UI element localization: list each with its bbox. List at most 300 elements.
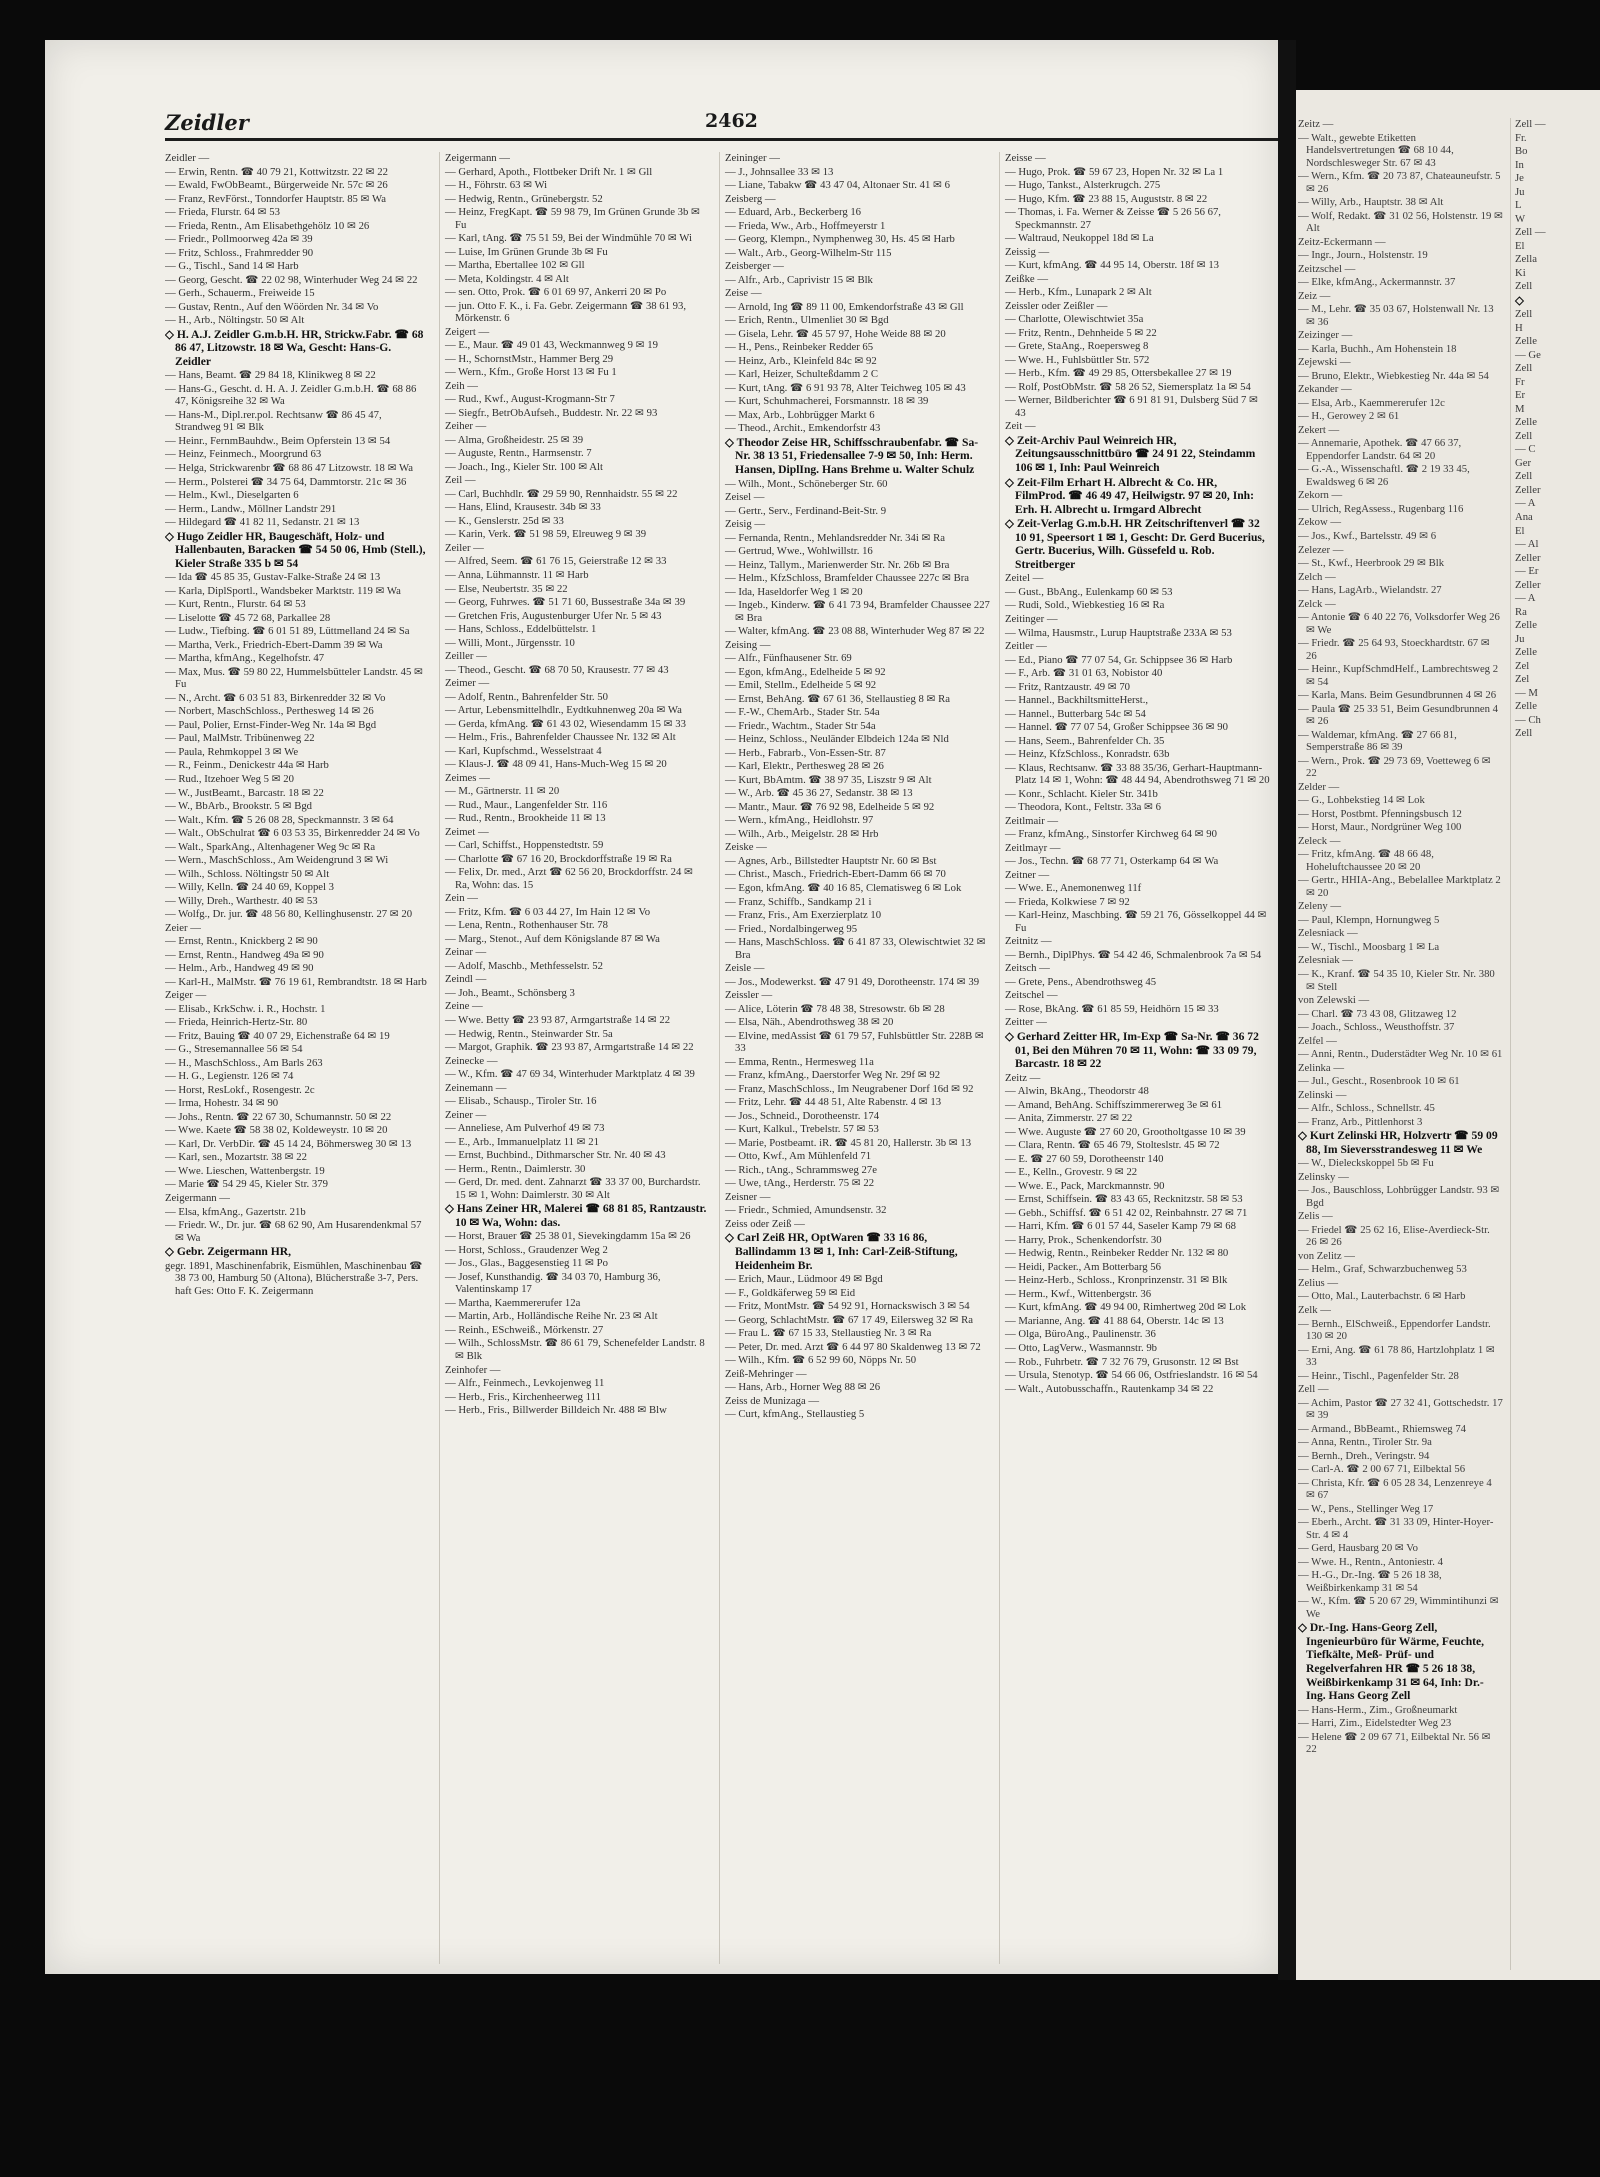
directory-entry: — Karla, DiplSportl., Wandsbeker Marktstr. 119 ✉ Wa <box>165 584 401 597</box>
directory-entry: — W., Arb. ☎ 45 36 27, Sedanstr. 38 ✉ 13 <box>725 787 913 800</box>
directory-entry: — Willy, Kelln. ☎ 24 40 69, Koppel 3 <box>165 881 335 894</box>
directory-entry: — Waltraud, Neukoppel 18d ✉ La <box>1005 232 1154 245</box>
surname-heading: Zelfel — <box>1298 1034 1337 1047</box>
surname-heading: Ger <box>1515 456 1532 469</box>
surname-heading: Zeiher — <box>445 420 487 433</box>
directory-entry: — Max, Arb., Lohbrügger Markt 6 <box>725 408 875 421</box>
directory-entry: — F., Goldkäferweg 59 ✉ Eid <box>725 1286 856 1299</box>
surname-heading: Zeiss de Munizaga — <box>725 1394 820 1407</box>
directory-entry: — Fritz, Kfm. ☎ 6 03 44 27, Im Hain 12 ✉ Vo <box>445 905 651 918</box>
directory-entry: — Helene ☎ 2 09 67 71, Eilbektal Nr. 56 ✉ 22 <box>1298 1730 1491 1756</box>
directory-entry: — Wwe. E., Anemonenweg 11f <box>1005 882 1142 895</box>
surname-heading: Zeller <box>1515 578 1541 591</box>
directory-entry: — Irma, Hohestr. 34 ✉ 90 <box>165 1097 279 1110</box>
directory-entry: — Alfr., Fünfhausener Str. 69 <box>725 652 852 665</box>
directory-entry: — Franz, MaschSchloss., Im Neugrabener Dorf 16d ✉ 92 <box>725 1082 974 1095</box>
surname-heading: Zelder — <box>1298 780 1340 793</box>
directory-entry: — Jos., Schneid., Dorotheenstr. 174 <box>725 1109 880 1122</box>
directory-entry: — Gust., BbAng., Eulenkamp 60 ✉ 53 <box>1005 585 1173 598</box>
directory-entry: — Marianne, Ang. ☎ 41 88 64, Oberstr. 14c ✉ 13 <box>1005 1314 1224 1327</box>
directory-entry: — Heinz-Herb., Schloss., Kronprinzenstr. 31 ✉ Blk <box>1005 1274 1228 1287</box>
directory-entry: — Georg, Fuhrwes. ☎ 51 71 60, Bussestraße 34a ✉ 39 <box>445 596 686 609</box>
directory-entry: — Jos., Bauschloss, Lohbrügger Landstr. 93 ✉ Bgd <box>1298 1184 1500 1209</box>
firm-entry: ◇ Zeit-Archiv Paul Weinreich HR, Zeitungsausschnittbüro ☎ 24 91 22, Steindamm 106 ✉ 1, Inh: Paul Weinreich <box>1005 433 1256 474</box>
directory-entry: — Werner, Bildberichter ☎ 6 91 81 91, Dulsberg Süd 7 ✉ 43 <box>1005 394 1259 419</box>
directory-entry: — Herb., Fris., Billwerder Billdeich Nr. 488 ✉ Blw <box>445 1404 667 1417</box>
directory-entry: — Walt., ObSchulrat ☎ 6 03 53 35, Birkenredder 24 ✉ Vo <box>165 827 420 840</box>
directory-entry: — Wwe. E., Pack, Marckmannstr. 90 <box>1005 1179 1165 1192</box>
directory-entry: — Kurt, BbAmtm. ☎ 38 97 35, Liszstr 9 ✉ Alt <box>725 773 932 786</box>
directory-entry: — Arnold, Ing ☎ 89 11 00, Emkendorfstraße 43 ✉ Gll <box>725 300 964 313</box>
directory-entry: — Johs., Rentn. ☎ 22 67 30, Schumannstr. 50 ✉ 22 <box>165 1110 392 1123</box>
directory-entry: — Marie, Postbeamt. iR. ☎ 45 81 20, Hallerstr. 3b ✉ 13 <box>725 1136 972 1149</box>
directory-entry: — Martin, Arb., Holländische Reihe Nr. 23 ✉ Alt <box>445 1310 658 1323</box>
surname-heading: Zelesniak — <box>1298 954 1353 967</box>
directory-entry: — Karl-H., MalMstr. ☎ 76 19 61, Rembrandtstr. 18 ✉ Harb <box>165 975 427 988</box>
directory-entry: — Helm., KfzSchloss, Bramfelder Chaussee 227c ✉ Bra <box>725 572 970 585</box>
directory-entry: — Adolf, Maschb., Methfesselstr. 52 <box>445 959 603 972</box>
directory-entry: — Alfr., Arb., Caprivistr 15 ✉ Blk <box>725 273 873 286</box>
surname-heading: Zekow — <box>1298 516 1342 529</box>
surname-heading: Zeitel — <box>1005 572 1044 585</box>
surname-heading: Zelinka — <box>1298 1061 1345 1074</box>
directory-entry: — Ulrich, RegAssess., Rugenbarg 116 <box>1298 502 1464 515</box>
surname-heading: Zel <box>1515 659 1530 672</box>
surname-heading: El <box>1515 524 1525 537</box>
directory-entry: — Felix, Dr. med., Arzt ☎ 62 56 20, Brockdorffstr. 24 ✉ Ra, Wohn: das. 15 <box>445 866 693 891</box>
directory-entry: — E., Maur. ☎ 49 01 43, Weckmannweg 9 ✉ 19 <box>445 339 658 352</box>
surname-heading: H <box>1515 321 1523 334</box>
directory-entry: — Alfr., Feinmech., Levkojenweg 11 <box>445 1377 605 1390</box>
directory-entry: — Frau L. ☎ 67 15 33, Stellaustieg Nr. 3 ✉ Ra <box>725 1327 932 1340</box>
directory-entry: — Erwin, Rentn. ☎ 40 79 21, Kottwitzstr. 22 ✉ 22 <box>165 165 388 178</box>
surname-heading: Zeinar — <box>445 946 487 959</box>
directory-entry: — Erich, Maur., Lüdmoor 49 ✉ Bgd <box>725 1273 883 1286</box>
surname-heading: Zeidler — <box>165 152 210 164</box>
directory-entry: — Carl, Buchhdlr. ☎ 29 59 90, Rennhaidstr. 55 ✉ 22 <box>445 487 678 500</box>
directory-entry: — Ursula, Stenotyp. ☎ 54 66 06, Ostfrieslandstr. 16 ✉ 54 <box>1005 1369 1258 1382</box>
directory-entry: — St., Kwf., Heerbrook 29 ✉ Blk <box>1298 557 1445 570</box>
directory-entry: — Willy, Arb., Hauptstr. 38 ✉ Alt <box>1298 196 1444 209</box>
directory-entry: — Fritz, Rentn., Dehnheide 5 ✉ 22 <box>1005 326 1157 339</box>
surname-heading: Zell <box>1515 727 1533 740</box>
surname-heading: Zel <box>1515 673 1530 686</box>
directory-entry: — Wwe. H., Fuhlsbüttler Str. 572 <box>1005 353 1150 366</box>
directory-entry: — Karla, Mans. Beim Gesundbrunnen 4 ✉ 26 <box>1298 689 1497 702</box>
directory-entry: — Fritz, MontMstr. ☎ 54 92 91, Hornackswisch 3 ✉ 54 <box>725 1300 970 1313</box>
directory-entry: — Waldemar, kfmAng. ☎ 27 66 81, Semperstraße 86 ✉ 39 <box>1298 728 1457 754</box>
directory-entry: — Franz, kfmAng., Daerstorfer Weg Nr. 29f ✉ 92 <box>725 1069 941 1082</box>
directory-entry: — Ingr., Journ., Holstenstr. 19 <box>1298 249 1428 262</box>
directory-entry: — Harri, Kfm. ☎ 6 01 57 44, Saseler Kamp 79 ✉ 68 <box>1005 1220 1236 1233</box>
directory-entry: — Erich, Rentn., Ulmenliet 30 ✉ Bgd <box>725 314 889 327</box>
surname-heading: Zeiger — <box>165 989 207 1002</box>
directory-entry: — E., Arb., Immanuelplatz 11 ✉ 21 <box>445 1135 599 1148</box>
directory-entry: — Erni, Ang. ☎ 61 78 86, Hartzlohplatz 1 ✉ 33 <box>1298 1343 1495 1369</box>
directory-entry: — Grete, Pens., Abendrothsweg 45 <box>1005 975 1157 988</box>
directory-entry: — Charl. ☎ 73 43 08, Glitzaweg 12 <box>1298 1007 1457 1020</box>
directory-entry: — Gertrud, Wwe., Wohlwillstr. 16 <box>725 545 873 558</box>
header-name: Zeidler <box>165 110 249 135</box>
directory-entry: — Max, Mus. ☎ 59 80 22, Hummelsbütteler Landstr. 45 ✉ Fu <box>165 665 423 691</box>
directory-entry: — Armand., BbBeamt., Rhiemsweg 74 <box>1298 1422 1467 1435</box>
directory-entry: — Liane, Tabakw ☎ 43 47 04, Altonaer Str. 41 ✉ 6 <box>725 179 950 192</box>
directory-entry: — Wwe. Kaete ☎ 58 38 02, Koldeweystr. 10 ✉ 20 <box>165 1124 388 1137</box>
directory-entry: — W., Dieleckskoppel 5b ✉ Fu <box>1298 1157 1434 1170</box>
directory-entry: — Fried., Nordalbingerweg 95 <box>725 922 858 935</box>
surname-heading: Zeitschel — <box>1005 989 1058 1002</box>
directory-entry: — Rud., Rentn., Brookheide 11 ✉ 13 <box>445 812 606 825</box>
directory-entry: — Konr., Schlacht. Kieler Str. 341b <box>1005 787 1158 800</box>
directory-entry: — Kurt, Kalkul., Trebelstr. 57 ✉ 53 <box>725 1123 879 1136</box>
directory-entry: — Egon, kfmAng. ☎ 40 16 85, Clematisweg 6 ✉ Lok <box>725 881 962 894</box>
directory-entry: — M., Gärtnerstr. 11 ✉ 20 <box>445 785 560 798</box>
surname-heading: Zell — <box>1298 1383 1329 1396</box>
directory-entry: — Anna, Rentn., Tiroler Str. 9a <box>1298 1436 1432 1449</box>
directory-entry: — Klaus, Rechtsanw. ☎ 33 88 35/36, Gerhart-Hauptmann-Platz 14 ✉ 1, Wohn: ☎ 48 44 94, Abendrothsweg 71 ✉ 20 <box>1005 761 1270 787</box>
surname-heading: Zeindl — <box>445 973 487 986</box>
column-2 <box>439 152 710 1964</box>
directory-entry: — Helm., Kwl., Dieselgarten 6 <box>165 489 299 502</box>
directory-entry: — Otto, Kwf., Am Mühlenfeld 71 <box>725 1150 872 1163</box>
surname-heading: Zeisner — <box>725 1190 771 1203</box>
directory-entry: — Martha, Ebertallee 102 ✉ Gll <box>445 259 585 272</box>
surname-heading: Zeiler — <box>445 541 484 554</box>
directory-entry: — Wilh., Kfm. ☎ 6 52 99 60, Nöpps Nr. 50 <box>725 1354 917 1367</box>
directory-entry: — Frieda, Kolkwiese 7 ✉ 92 <box>1005 895 1130 908</box>
directory-entry: — Rose, BkAng. ☎ 61 85 59, Heidhörn 15 ✉ 33 <box>1005 1002 1219 1015</box>
directory-entry: — Hannel. ☎ 77 07 54, Großer Schippsee 36 ✉ 90 <box>1005 721 1228 734</box>
surname-heading: Zelinsky — <box>1298 1170 1349 1183</box>
column-1 <box>165 152 430 1964</box>
surname-heading: L <box>1515 199 1522 212</box>
adjacent-column-1 <box>1298 118 1503 1970</box>
directory-entry: — Horst, Schloss., Graudenzer Weg 2 <box>445 1243 608 1256</box>
surname-heading: El <box>1515 239 1525 252</box>
directory-entry: — Reinh., ESchweiß., Mörkenstr. 27 <box>445 1323 604 1336</box>
directory-entry: — Horst, Maur., Nordgrüner Weg 100 <box>1298 821 1462 834</box>
surname-heading: Zeiske — <box>725 841 767 854</box>
directory-entry: — Wwe. Auguste ☎ 27 60 20, Grootholtgasse 10 ✉ 39 <box>1005 1125 1246 1138</box>
directory-entry: — Herb., Fris., Kirchenheerweg 111 <box>445 1390 601 1403</box>
firm-entry: ◇ Gebr. Zeigermann HR, <box>165 1245 292 1259</box>
surname-heading: Zelesniack — <box>1298 927 1358 940</box>
directory-entry: — Walt., Kfm. ☎ 5 26 08 28, Speckmannstr. 3 ✉ 64 <box>165 813 394 826</box>
directory-entry: — Amand, BehAng. Schiffszimmererweg 3e ✉ 61 <box>1005 1098 1223 1111</box>
directory-entry: — Fritz, Lehr. ☎ 44 48 51, Alte Rabenstr. 4 ✉ 13 <box>725 1096 942 1109</box>
directory-entry: — Otto, LagVerw., Wasmannstr. 9b <box>1005 1341 1158 1354</box>
directory-entry: — Gerd, Dr. med. dent. Zahnarzt ☎ 33 37 00, Burchardstr. 15 ✉ 1, Wohn: Daimlerstr. 30 ✉ Alt <box>445 1176 701 1201</box>
directory-entry: — Wern., Prok. ☎ 29 73 69, Voetteweg 6 ✉ 22 <box>1298 754 1491 780</box>
surname-heading: Zeinecke — <box>445 1054 498 1067</box>
surname-heading: Zeitz-Eckermann — <box>1298 235 1386 248</box>
surname-heading: Zell — <box>1515 118 1546 130</box>
directory-entry: — Alice, Löterin ☎ 78 48 38, Stresowstr. 6b ✉ 28 <box>725 1002 945 1015</box>
directory-entry: — Fritz, kfmAng. ☎ 48 66 48, Hoheluftchaussee 20 ✉ 20 <box>1298 848 1434 873</box>
directory-entry: — Heinz, Tallym., Marienwerder Str. Nr. 26b ✉ Bra <box>725 558 950 571</box>
surname-heading: Zella <box>1515 253 1537 266</box>
directory-entry: — Friedel ☎ 25 62 16, Elise-Averdieck-Str. 26 ✉ 26 <box>1298 1223 1490 1249</box>
directory-entry: — H., Föhrstr. 63 ✉ Wi <box>445 179 548 192</box>
directory-entry: — Franz, RevFörst., Tonndorfer Hauptstr. 85 ✉ Wa <box>165 192 386 205</box>
directory-entry: — Herm., Rentn., Daimlerstr. 30 <box>445 1162 586 1175</box>
directory-entry: — Walt., gewebte Etiketten Handelsvertretungen ☎ 68 10 44, Nordschlesweger Str. 67 ✉ 43 <box>1298 131 1454 169</box>
directory-entry: — sen. Otto, Prok. ☎ 6 01 69 97, Ankerri 20 ✉ Po <box>445 286 667 299</box>
directory-entry: — Elvine, medAssist ☎ 61 79 57, Fuhlsbüttler Str. 228B ✉ 33 <box>725 1029 984 1055</box>
firm-entry: ◇ H. A.J. Zeidler G.m.b.H. HR, Strickw.Fabr. ☎ 68 86 47, Litzowstr. 18 ✉ Wa, Gescht: Hans-G. Zeidler <box>165 327 424 368</box>
surname-heading: Zeimes — <box>445 771 490 784</box>
directory-entry: — Herm., Kwf., Wittenbergstr. 36 <box>1005 1287 1152 1300</box>
surname-heading: Zelinski — <box>1298 1088 1347 1101</box>
surname-heading: Zelezer — <box>1298 543 1344 556</box>
directory-entry: — Peter, Dr. med. Arzt ☎ 6 44 97 80 Skaldenweg 13 ✉ 72 <box>725 1340 981 1353</box>
directory-entry: — A <box>1515 497 1536 510</box>
surname-heading: Zell <box>1515 280 1533 293</box>
surname-heading: Zeih — <box>445 379 478 392</box>
surname-heading: von Zelitz — <box>1298 1249 1355 1262</box>
directory-entry: — Christa, Kfr. ☎ 6 05 28 34, Lenzenreye 4 ✉ 67 <box>1298 1476 1492 1502</box>
directory-entry: — Alfr., Schloss., Schnellstr. 45 <box>1298 1102 1435 1115</box>
directory-entry: — Meta, Koldingstr. 4 ✉ Alt <box>445 272 569 285</box>
surname-heading: Zeitzschel — <box>1298 262 1356 275</box>
entry-columns <box>165 152 1270 1964</box>
directory-entry: — W., Tischl., Moosbarg 1 ✉ La <box>1298 940 1440 953</box>
directory-entry: — Martha, kfmAng., Kegelhofstr. 47 <box>165 652 325 665</box>
directory-entry: — Jos., Techn. ☎ 68 77 71, Osterkamp 64 ✉ Wa <box>1005 855 1219 868</box>
directory-entry: — Joach., Schloss., Weusthoffstr. 37 <box>1298 1021 1455 1034</box>
directory-entry: — Herm., Landw., Möllner Landstr 291 <box>165 502 337 515</box>
surname-heading: Zekorn — <box>1298 489 1343 502</box>
surname-heading: In <box>1515 158 1524 171</box>
surname-heading: Zeiss oder Zeiß — <box>725 1217 805 1230</box>
surname-heading: Zeller <box>1515 483 1541 496</box>
surname-heading: Zejewski — <box>1298 356 1351 369</box>
directory-entry: — Willy, Dreh., Warthestr. 40 ✉ 53 <box>165 894 318 907</box>
directory-entry: — Auguste, Rentn., Harmsenstr. 7 <box>445 447 592 460</box>
surname-heading: Zeissler — <box>725 989 773 1002</box>
directory-entry: — Kurt, kfmAng. ☎ 44 95 14, Oberstr. 18f ✉ 13 <box>1005 259 1220 272</box>
directory-entry: — W., JustBeamt., Barcastr. 18 ✉ 22 <box>165 786 324 799</box>
directory-entry: — Charlotte ☎ 67 16 20, Brockdorffstraße 19 ✉ Ra <box>445 852 672 865</box>
directory-entry: — Annemarie, Apothek. ☎ 47 66 37, Eppendorfer Landstr. 64 ✉ 20 <box>1298 437 1462 462</box>
directory-entry: — Ernst, Rentn., Knickberg 2 ✉ 90 <box>165 935 318 948</box>
directory-entry: — Clara, Rentn. ☎ 65 46 79, Stolteslstr. 45 ✉ 72 <box>1005 1139 1220 1152</box>
surname-heading: Zeizinger — <box>1298 329 1353 342</box>
directory-entry: — Ida, Haseldorfer Weg 1 ✉ 20 <box>725 585 863 598</box>
directory-entry: — Ernst, Schiffsein. ☎ 83 43 65, Recknitzstr. 58 ✉ 53 <box>1005 1193 1243 1206</box>
surname-heading: Zelle <box>1515 700 1537 713</box>
directory-entry: — Gisela, Lehr. ☎ 45 57 97, Hohe Weide 88 ✉ 20 <box>725 327 946 340</box>
surname-heading: Zeiß-Mehringer — <box>725 1367 807 1380</box>
directory-entry: — Helga, Strickwarenbr ☎ 68 86 47 Litzowstr. 18 ✉ Wa <box>165 462 413 474</box>
directory-entry: — Franz, Fris., Am Exerzierplatz 10 <box>725 909 882 922</box>
directory-entry: — Hans, MaschSchloss. ☎ 6 41 87 33, Olewischtwiet 32 ✉ Bra <box>725 936 986 961</box>
directory-entry: — Karl, sen., Mozartstr. 38 ✉ 22 <box>165 1151 307 1164</box>
directory-entry: — Paula ☎ 25 33 51, Beim Gesundbrunnen 4 ✉ 26 <box>1298 702 1499 728</box>
firm-entry: ◇ Gerhard Zeitter HR, Im-Exp ☎ Sa-Nr. ☎ 36 72 01, Bei den Mühren 70 ✉ 11, Wohn: ☎ 33 09 79, Barcastr. 18 ✉ 22 <box>1005 1029 1259 1071</box>
directory-entry: — Al <box>1515 538 1539 551</box>
directory-entry: — Paul, Polier, Ernst-Finder-Weg Nr. 14a ✉ Bgd <box>165 718 377 731</box>
surname-heading: Zelle <box>1515 619 1537 632</box>
directory-entry: — Karin, Verk. ☎ 51 98 59, Elreuweg 9 ✉ 39 <box>445 528 647 541</box>
surname-heading: Zeisle — <box>725 962 765 975</box>
directory-entry: — G., Stresemannallee 56 ✉ 54 <box>165 1043 303 1056</box>
directory-entry: — Horst, ResLokf., Rosengestr. 2c <box>165 1083 315 1096</box>
directory-entry: — Kurt, Schuhmacherei, Forsmannstr. 18 ✉ 39 <box>725 395 929 408</box>
directory-entry: — Carl-A. ☎ 2 00 67 71, Eilbektal 56 <box>1298 1463 1466 1476</box>
surname-heading: Ki <box>1515 266 1526 279</box>
directory-entry: — Paul, Klempn, Hornungweg 5 <box>1298 913 1440 926</box>
directory-entry: — Margot, Graphik. ☎ 23 93 87, Armgartstraße 14 ✉ 22 <box>445 1041 694 1054</box>
directory-entry: — Fernanda, Rentn., Mehlandsredder Nr. 34i ✉ Ra <box>725 531 945 544</box>
surname-heading: Zell <box>1515 308 1533 321</box>
surname-heading: Zeimet — <box>445 825 489 838</box>
directory-entry: — Egon, kfmAng., Edelheide 5 ✉ 92 <box>725 665 886 678</box>
surname-heading: Zeimer — <box>445 677 490 690</box>
directory-entry: — Hans, Arb., Horner Weg 88 ✉ 26 <box>725 1381 881 1394</box>
directory-entry: — Else, Neubertstr. 35 ✉ 22 <box>445 582 568 595</box>
directory-entry: — Karl, Heizer, Schulteßdamm 2 C <box>725 368 879 381</box>
directory-entry: — Hans, Beamt. ☎ 29 84 18, Klinikweg 8 ✉ 22 <box>165 369 376 382</box>
directory-entry: — Horst, Brauer ☎ 25 38 01, Sievekingdamm 15a ✉ 26 <box>445 1230 691 1243</box>
directory-entry: — Helm., Graf, Schwarzbuchenweg 53 <box>1298 1263 1467 1276</box>
surname-heading: Zell <box>1515 470 1533 483</box>
adjacent-page <box>1296 90 1600 1980</box>
directory-entry: — Jos., Kwf., Bartelsstr. 49 ✉ 6 <box>1298 529 1437 542</box>
book-gutter <box>1278 40 1296 1980</box>
directory-entry: — Friedr., Schmied, Amundsenstr. 32 <box>725 1204 887 1217</box>
surname-heading: W <box>1515 212 1526 225</box>
directory-entry: — Lena, Rentn., Rothenhauser Str. 78 <box>445 919 608 932</box>
surname-heading: Zeller <box>1515 551 1541 564</box>
directory-entry: — C <box>1515 443 1536 456</box>
directory-entry: — Olga, BüroAng., Paulinenstr. 36 <box>1005 1328 1156 1341</box>
directory-entry: — Franz, Arb., Pittlenhorst 3 <box>1298 1115 1423 1128</box>
directory-entry: — Heidi, Packer., Am Botterbarg 56 <box>1005 1260 1161 1273</box>
surname-heading: Zeitner — <box>1005 868 1050 881</box>
directory-entry: — Paul, MalMstr. Tribünenweg 22 <box>165 732 315 745</box>
directory-entry: — Artur, Lebensmittelhdlr., Eydtkuhnenweg 20a ✉ Wa <box>445 704 682 717</box>
directory-entry: — Karl, Elektr., Perthesweg 28 ✉ 26 <box>725 760 884 773</box>
directory-entry: — Alfred, Seem. ☎ 61 76 15, Geierstraße 12 ✉ 33 <box>445 555 667 568</box>
directory-entry: — W., Pens., Stellinger Weg 17 <box>1298 1502 1434 1515</box>
directory-entry: — Carl, Schiffst., Hoppenstedtstr. 59 <box>445 839 604 852</box>
directory-entry: — Wilh., SchlossMstr. ☎ 86 61 79, Schenefelder Landstr. 8 ✉ Blk <box>445 1337 705 1362</box>
directory-entry: — Heinz, Feinmech., Moorgrund 63 <box>165 448 322 461</box>
surname-heading: Zeinhofer — <box>445 1363 501 1376</box>
directory-entry: — Karla, Buchh., Am Hohenstein 18 <box>1298 342 1457 355</box>
directory-entry: — Charlotte, Olewischtwiet 35a <box>1005 313 1144 326</box>
surname-heading: Zeil — <box>445 474 476 487</box>
directory-entry: — Heinz, FregKapt. ☎ 59 98 79, Im Grünen Grunde 3b ✉ Fu <box>445 206 700 231</box>
directory-entry: — H. G., Legienstr. 126 ✉ 74 <box>165 1070 294 1083</box>
directory-entry: — Theod., Archit., Emkendorfstr 43 <box>725 422 881 435</box>
directory-entry: — E. ☎ 27 60 59, Dorotheenstr 140 <box>1005 1152 1164 1165</box>
directory-entry: — Marie ☎ 54 29 45, Kieler Str. 379 <box>165 1178 328 1191</box>
surname-heading: Zeinemann — <box>445 1081 507 1094</box>
surname-heading: Zell <box>1515 362 1533 375</box>
directory-entry: — K., Genslerstr. 25d ✉ 33 <box>445 514 564 527</box>
directory-entry: — Fritz, Bauing ☎ 40 07 29, Eichenstraße 64 ✉ 19 <box>165 1029 390 1042</box>
directory-entry: — Gertr., HHIA-Ang., Bebelallee Marktplatz 2 ✉ 20 <box>1298 874 1501 899</box>
directory-entry: — Gustav, Rentn., Auf den Wöörden Nr. 34 ✉ Vo <box>165 300 379 313</box>
directory-entry: — Hugo, Prok. ☎ 59 67 23, Hopen Nr. 32 ✉ La 1 <box>1005 165 1224 178</box>
directory-entry: — Liselotte ☎ 45 72 68, Parkallee 28 <box>165 611 331 624</box>
directory-entry: — Achim, Pastor ☎ 27 32 41, Gottschedstr. 17 ✉ 39 <box>1298 1396 1503 1422</box>
surname-heading: Zekert — <box>1298 423 1340 436</box>
directory-entry: — Ed., Piano ☎ 77 07 54, Gr. Schippsee 36 ✉ Harb <box>1005 653 1233 666</box>
directory-entry: — Wilh., Mont., Schöneberger Str. 60 <box>725 477 888 490</box>
directory-entry: — Walt., Autobusschaffn., Rautenkamp 34 ✉ 22 <box>1005 1382 1214 1395</box>
surname-heading: Zeigermann — <box>165 1191 230 1204</box>
surname-heading: von Zelewski — <box>1298 994 1370 1007</box>
directory-entry: — Curt, kfmAng., Stellaustieg 5 <box>725 1408 865 1421</box>
directory-entry: — Wern., kfmAng., Heidlohstr. 97 <box>725 814 874 827</box>
surname-heading: Zeising — <box>725 638 771 651</box>
directory-entry: — Christ., Masch., Friedrich-Ebert-Damm 66 ✉ 70 <box>725 868 946 881</box>
surname-heading: gegr. 1891, Maschinenfabrik, Eismühlen, Maschinenbau ☎ 38 73 00, Hamburg 50 (Altona), Blücherstraße 3-7, Pers. haft Ges: Otto F. K. Zeigermann <box>165 1259 423 1297</box>
directory-entry: — Herm., Polsterei ☎ 34 75 64, Dammtorstr. 21c ✉ 36 <box>165 475 407 488</box>
directory-entry: — Herb., Fabrarb., Von-Essen-Str. 87 <box>725 746 886 759</box>
surname-heading: Zekander — <box>1298 383 1352 396</box>
directory-entry: — Rich., tAng., Schrammsweg 27e <box>725 1163 877 1176</box>
directory-entry: — Heinz, KfzSchloss., Konradstr. 63b <box>1005 748 1170 761</box>
directory-entry: — Elke, kfmAng., Ackermannstr. 37 <box>1298 276 1456 289</box>
directory-entry: — Georg, Gescht. ☎ 22 02 98, Winterhuder Weg 24 ✉ 22 <box>165 273 418 286</box>
directory-entry: — M., Lehr. ☎ 35 03 67, Holstenwall Nr. 13 ✉ 36 <box>1298 303 1494 328</box>
directory-entry: — Wilh., Schloss. Nöltingstr 50 ✉ Alt <box>165 867 330 880</box>
directory-entry: — Mantr., Maur. ☎ 76 92 98, Edelheide 5 ✉ 92 <box>725 800 935 813</box>
directory-entry: — Ernst, Buchbind., Dithmarscher Str. Nr. 40 ✉ 43 <box>445 1149 666 1162</box>
directory-entry: — Grete, StaAng., Roepersweg 8 <box>1005 340 1149 353</box>
directory-entry: — Joach., Ing., Kieler Str. 100 ✉ Alt <box>445 460 603 473</box>
directory-entry: — F.-W., ChemArb., Stader Str. 54a <box>725 706 880 719</box>
directory-entry: — Martha, Verk., Friedrich-Ebert-Damm 39 ✉ Wa <box>165 638 383 651</box>
directory-entry: — Wolf, Redakt. ☎ 31 02 56, Holstenstr. 19 ✉ Alt <box>1298 209 1503 235</box>
firm-entry: ◇ Hans Zeiner HR, Malerei ☎ 68 81 85, Rantzaustr. 10 ✉ Wa, Wohn: das. <box>445 1202 707 1229</box>
directory-entry: — Wilh., Arb., Meigelstr. 28 ✉ Hrb <box>725 827 879 840</box>
directory-entry: — Kurt, Rentn., Flurstr. 64 ✉ 53 <box>165 598 306 611</box>
directory-entry: — Wilma, Hausmstr., Lurup Hauptstraße 233A ✉ 53 <box>1005 626 1232 639</box>
directory-entry: — Ge <box>1515 348 1541 361</box>
directory-entry: — Jos., Glas., Baggesenstieg 11 ✉ Po <box>445 1257 608 1270</box>
directory-entry: — Eberh., Archt. ☎ 31 33 09, Hinter-Hoyer-Str. 4 ✉ 4 <box>1298 1516 1494 1541</box>
surname-heading: Zelck — <box>1298 597 1336 610</box>
directory-entry: — Elsa, Näh., Abendrothsweg 38 ✉ 20 <box>725 1016 894 1029</box>
directory-entry: — Emil, Stellm., Edelheide 5 ✉ 92 <box>725 679 877 692</box>
surname-heading: Er <box>1515 389 1526 402</box>
directory-entry: — Hans-G., Gescht. d. H. A. J. Zeidler G.m.b.H. ☎ 68 86 47, Königsreihe 32 ✉ Wa <box>165 382 417 408</box>
directory-entry: — Harry, Prok., Schenkendorfstr. 30 <box>1005 1233 1162 1246</box>
directory-entry: — Ernst, Rentn., Handweg 49a ✉ 90 <box>165 948 324 961</box>
surname-heading: Zelle <box>1515 335 1537 348</box>
directory-entry: — Heinr., KupfSchmdHelf., Lambrechtsweg 2 ✉ 54 <box>1298 663 1499 688</box>
surname-heading: Zeitz — <box>1005 1071 1041 1084</box>
directory-entry: — Franz, kfmAng., Sinstorfer Kirchweg 64 ✉ 90 <box>1005 828 1217 841</box>
surname-heading: Zeitler — <box>1005 640 1047 653</box>
directory-entry: — W., Kfm. ☎ 5 20 67 29, Wimmintihunzi ✉ We <box>1298 1595 1499 1620</box>
surname-heading: Zeitsch — <box>1005 962 1050 975</box>
directory-entry: — W., BbArb., Brookstr. 5 ✉ Bgd <box>165 800 313 813</box>
directory-entry: — Martha, Kaemmererufer 12a <box>445 1296 581 1309</box>
directory-entry: — Bernh., ElSchweiß., Eppendorfer Landstr. 130 ✉ 20 <box>1298 1317 1491 1343</box>
surname-heading: M <box>1515 402 1525 415</box>
surname-heading: Zeininger — <box>725 152 780 164</box>
directory-entry: — Walter, kfmAng. ☎ 23 08 88, Winterhuder Weg 87 ✉ 22 <box>725 625 985 638</box>
directory-entry: — K., Kranf. ☎ 54 35 10, Kieler Str. Nr. 380 ✉ Stell <box>1298 968 1495 993</box>
directory-entry: — Alma, Großheidestr. 25 ✉ 39 <box>445 433 584 446</box>
directory-entry: — Kurt, kfmAng. ☎ 49 94 00, Rimhertweg 20d ✉ Lok <box>1005 1301 1247 1314</box>
